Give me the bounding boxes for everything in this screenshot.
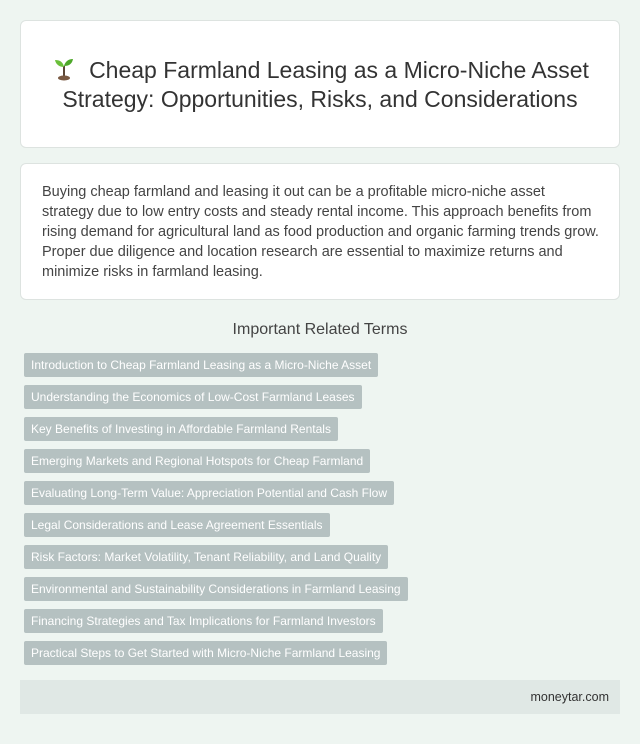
related-term-tag[interactable]: Environmental and Sustainability Considerations in Farmland Leasing bbox=[24, 577, 408, 601]
related-terms-list bbox=[24, 353, 624, 673]
sprout-icon bbox=[51, 55, 77, 81]
related-term-tag[interactable]: Understanding the Economics of Low-Cost Farmland Leases bbox=[24, 385, 362, 409]
related-term-tag[interactable]: Key Benefits of Investing in Affordable Farmland Rentals bbox=[24, 417, 338, 441]
site-link[interactable]: moneytar.com bbox=[530, 690, 609, 704]
related-term-tag[interactable]: Evaluating Long-Term Value: Appreciation Potential and Cash Flow bbox=[24, 481, 394, 505]
title-card bbox=[20, 20, 620, 148]
related-terms-heading: Important Related Terms bbox=[232, 321, 408, 338]
intro-paragraph: Buying cheap farmland and leasing it out can be a profitable micro-niche asset strategy due to low entry costs and steady rental income. This approach benefits from rising demand for agricultural land as food production and organic farming trends grow. Proper due diligence and location research are essential to maximize returns and minimize risks in farmland leasing. bbox=[42, 184, 599, 280]
related-term-tag[interactable]: Practical Steps to Get Started with Micro-Niche Farmland Leasing bbox=[24, 641, 387, 665]
related-term-tag[interactable]: Risk Factors: Market Volatility, Tenant Reliability, and Land Quality bbox=[24, 545, 388, 569]
intro-card bbox=[20, 163, 620, 300]
related-term-tag[interactable]: Introduction to Cheap Farmland Leasing as a Micro-Niche Asset bbox=[24, 353, 378, 377]
related-term-tag[interactable]: Legal Considerations and Lease Agreement Essentials bbox=[24, 513, 330, 537]
related-term-tag[interactable]: Emerging Markets and Regional Hotspots for Cheap Farmland bbox=[24, 449, 370, 473]
page-title-text: Cheap Farmland Leasing as a Micro-Niche Asset Strategy: Opportunities, Risks, and Considerations bbox=[62, 56, 589, 112]
page-title bbox=[51, 55, 589, 114]
footer-bar bbox=[20, 680, 620, 714]
related-term-tag[interactable]: Financing Strategies and Tax Implications for Farmland Investors bbox=[24, 609, 383, 633]
